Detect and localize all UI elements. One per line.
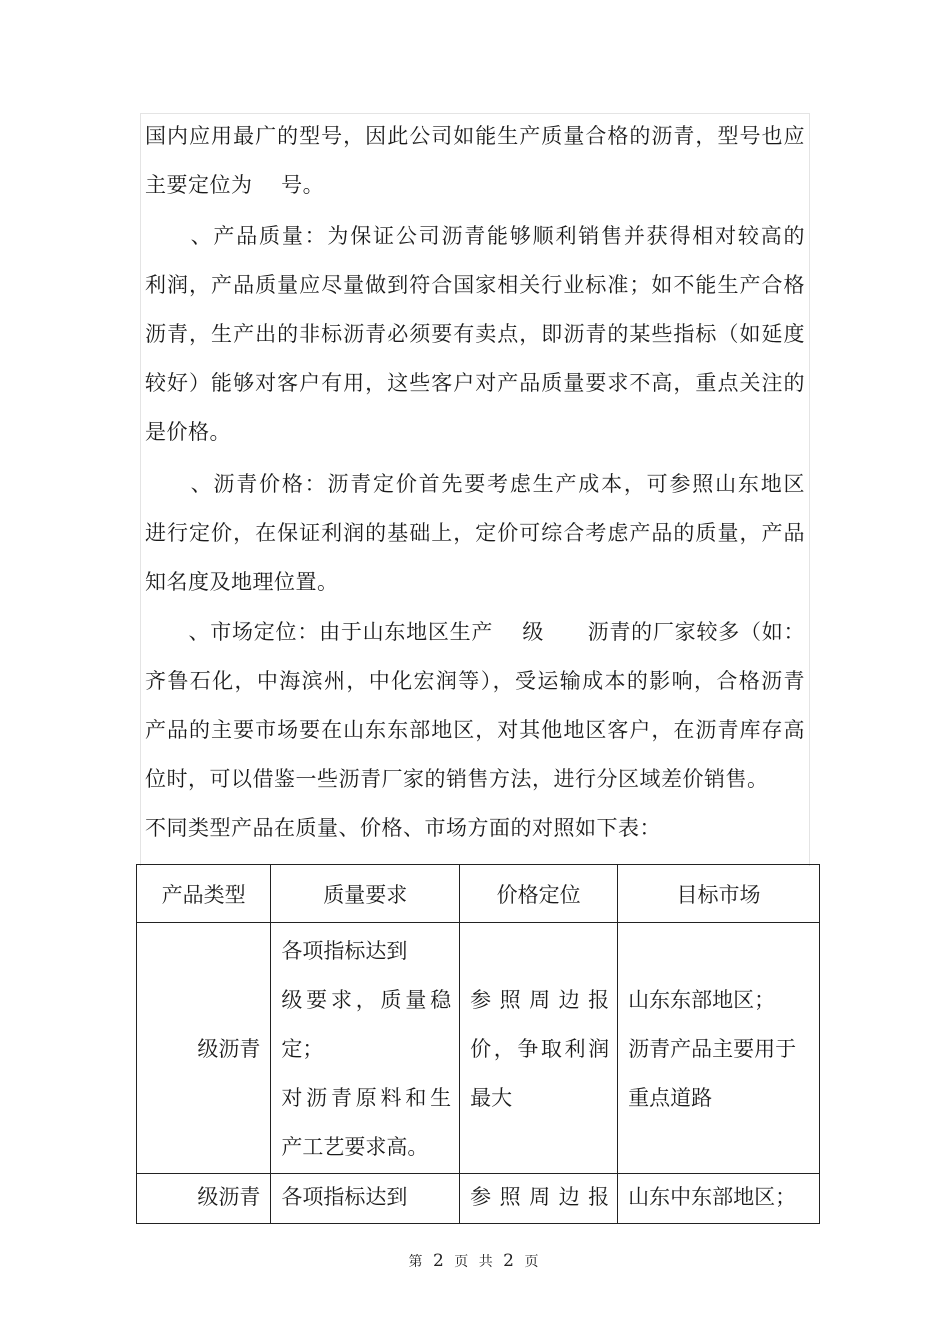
cell-line: 各项指标达到 (281, 1185, 408, 1209)
text-line: 进行定价，在保证利润的基础上，定价可综合考虑产品的质量，产品 (145, 521, 805, 545)
cell-line: 价，争取利润 (470, 1037, 610, 1061)
table-row (137, 1174, 820, 1224)
product-type-label: 级沥青 (197, 1185, 261, 1209)
cell-product-type (137, 923, 271, 1174)
page-footer (0, 1251, 950, 1271)
cell-line: 沥青产品主要用于 (628, 1037, 797, 1061)
cell-market (618, 1174, 820, 1224)
cell-line: 参照周边报 (470, 1185, 610, 1209)
cell-line: 对沥青原料和生 (281, 1086, 452, 1110)
footer-suffix: 页 (524, 1254, 542, 1270)
header-market: 目标市场 (618, 865, 820, 923)
cell-line: 参照周边报 (470, 988, 610, 1012)
text-line: 、沥青价格：沥青定价首先要考虑生产成本，可参照山东地区 (145, 472, 805, 496)
comparison-table (136, 864, 820, 1224)
text-line: 国内应用最广的型号，因此公司如能生产质量合格的沥青，型号也应 (145, 124, 805, 148)
cell-price (460, 923, 618, 1174)
cell-line: 级要求，质量稳 (281, 988, 452, 1012)
cell-price (460, 1174, 618, 1224)
cell-line: 重点道路 (628, 1086, 713, 1110)
cell-market (618, 923, 820, 1174)
table-header-row (137, 865, 820, 923)
cell-line: 山东东部地区； (628, 988, 776, 1012)
cell-quality (271, 923, 460, 1174)
text-line: 知名度及地理位置。 (145, 570, 339, 594)
paragraph-4 (145, 608, 805, 853)
table-row (137, 923, 820, 1174)
cell-line: 最大 (470, 1086, 513, 1110)
text-line: 、产品质量：为保证公司沥青能够顺利销售并获得相对较高的 (145, 224, 805, 248)
cell-line: 定； (281, 1037, 324, 1061)
footer-prefix: 第 (408, 1254, 426, 1270)
footer-mid: 页 共 (454, 1254, 496, 1270)
text-line: 位时，可以借鉴一些沥青厂家的销售方法，进行分区域差价销售。 (145, 767, 769, 791)
header-price: 价格定位 (460, 865, 618, 923)
text-line: 不同类型产品在质量、价格、市场方面的对照如下表： (145, 816, 661, 840)
footer-page-number: 2 (432, 1251, 447, 1271)
text-line: 产品的主要市场要在山东东部地区，对其他地区客户，在沥青库存高 (145, 718, 805, 742)
text-line: 较好）能够对客户有用，这些客户对产品质量要求不高，重点关注的 (145, 371, 805, 395)
text-line: 齐鲁石化，中海滨州，中化宏润等），受运输成本的影响，合格沥青 (145, 669, 805, 693)
paragraph-2 (145, 212, 805, 457)
paragraph-1 (145, 112, 805, 210)
header-quality: 质量要求 (271, 865, 460, 923)
text-line: 主要定位为 号。 (145, 173, 325, 197)
cell-line: 产工艺要求高。 (281, 1135, 429, 1159)
cell-line: 山东中东部地区； (628, 1185, 797, 1209)
text-line: 沥青，生产出的非标沥青必须要有卖点，即沥青的某些指标（如延度 (145, 322, 805, 346)
text-line: 、市场定位：由于山东地区生产 级 沥青的厂家较多（如： (145, 620, 805, 644)
cell-product-type (137, 1174, 271, 1224)
text-line: 是价格。 (145, 420, 231, 444)
cell-quality (271, 1174, 460, 1224)
cell-line: 各项指标达到 (281, 939, 408, 963)
text-line: 利润，产品质量应尽量做到符合国家相关行业标准；如不能生产合格 (145, 273, 805, 297)
footer-total-pages: 2 (503, 1251, 517, 1271)
product-type-label: 级沥青 (197, 1037, 261, 1061)
paragraph-3 (145, 460, 805, 607)
header-product-type: 产品类型 (137, 865, 271, 923)
